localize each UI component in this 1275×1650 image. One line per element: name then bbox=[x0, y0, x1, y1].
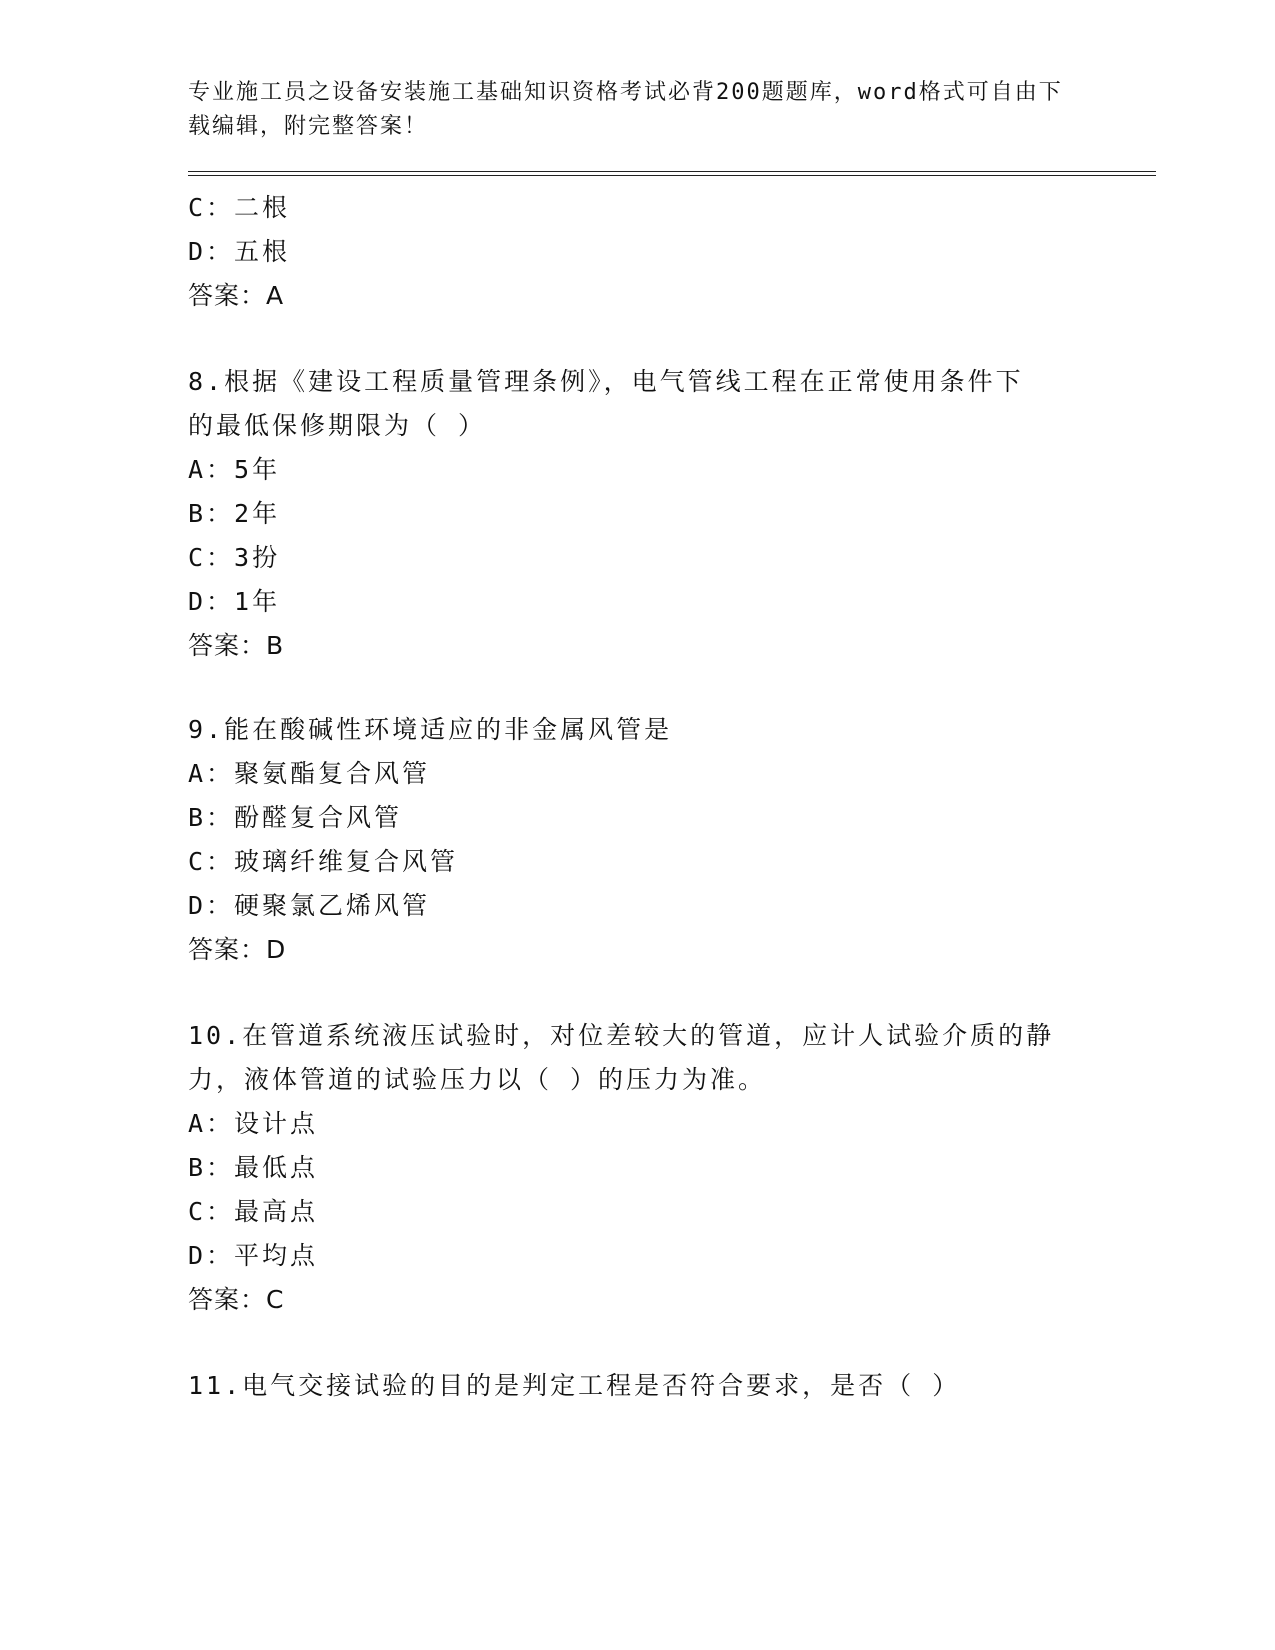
question-9-option-b: B：酚醛复合风管 bbox=[188, 803, 403, 832]
question-8-option-d: D：1年 bbox=[188, 587, 281, 616]
question-8-option-b: B：2年 bbox=[188, 499, 281, 528]
question-10-option-c: C：最高点 bbox=[188, 1197, 319, 1226]
option-c: C：二根 bbox=[188, 193, 291, 222]
question-8-stem-line-2: 的最低保修期限为（ ） bbox=[188, 411, 487, 440]
question-10-option-d: D：平均点 bbox=[188, 1241, 319, 1270]
question-11-stem-line-1: 11.电气交接试验的目的是判定工程是否符合要求，是否（ ） bbox=[188, 1371, 961, 1400]
question-10-option-b: B：最低点 bbox=[188, 1153, 319, 1182]
question-9-stem-line-1: 9.能在酸碱性环境适应的非金属风管是 bbox=[188, 715, 673, 744]
header-rule-top bbox=[188, 171, 1156, 172]
answer: 答案：A bbox=[188, 281, 285, 310]
header-rule-bottom bbox=[188, 175, 1156, 176]
question-9-option-d: D：硬聚氯乙烯风管 bbox=[188, 891, 431, 920]
question-10-stem-line-2: 力，液体管道的试验压力以（ ）的压力为准。 bbox=[188, 1065, 767, 1094]
question-8-answer: 答案：B bbox=[188, 631, 285, 660]
question-9-option-c: C：玻璃纤维复合风管 bbox=[188, 847, 459, 876]
question-10-option-a: A：设计点 bbox=[188, 1109, 319, 1138]
question-10-stem-line-1: 10.在管道系统液压试验时，对位差较大的管道，应计人试验介质的静 bbox=[188, 1021, 1055, 1050]
question-8-stem-line-1: 8.根据《建设工程质量管理条例》，电气管线工程在正常使用条件下 bbox=[188, 367, 1024, 396]
option-d: D：五根 bbox=[188, 237, 291, 266]
question-10-answer: 答案：C bbox=[188, 1285, 285, 1314]
question-8-option-c: C：3扮 bbox=[188, 543, 281, 572]
question-8-option-a: A：5年 bbox=[188, 455, 281, 484]
document-header: 专业施工员之设备安装施工基础知识资格考试必背200题题库，word格式可自由下载编辑，附完整答案！ bbox=[188, 80, 1063, 139]
question-9-answer: 答案：D bbox=[188, 935, 287, 964]
question-9-option-a: A：聚氨酯复合风管 bbox=[188, 759, 431, 788]
